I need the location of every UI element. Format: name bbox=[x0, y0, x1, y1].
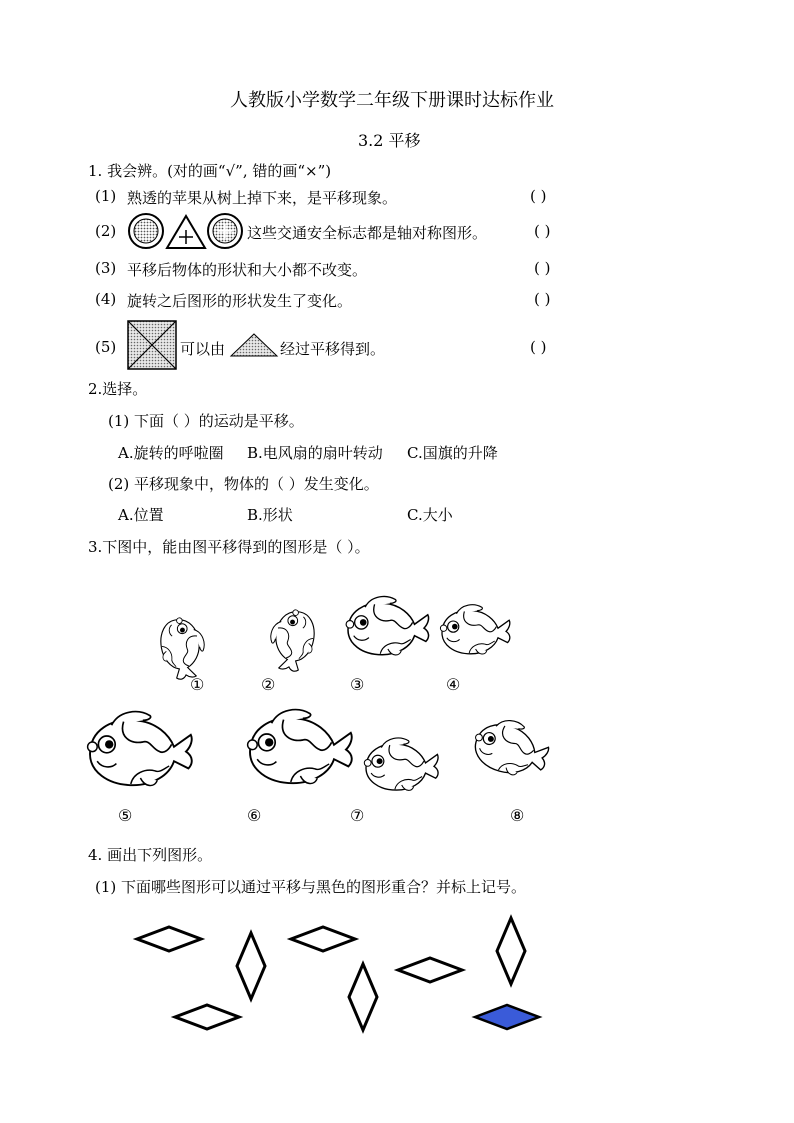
diamond-shape-7 bbox=[175, 1005, 239, 1029]
diamond-shape-2 bbox=[237, 933, 265, 999]
q1-item-5-text-a: 可以由 bbox=[180, 340, 226, 358]
q1-item-2-answer-paren[interactable]: ( ) bbox=[534, 222, 551, 240]
diamond-shape-3 bbox=[291, 927, 355, 951]
q1-item-1-answer-paren[interactable]: ( ) bbox=[530, 187, 547, 205]
q2-sub2-option-b[interactable]: B.形状 bbox=[247, 506, 293, 524]
fish-label-5: ⑤ bbox=[118, 806, 133, 825]
q1-item-4-num: (4) bbox=[95, 290, 117, 308]
q2-sub2-option-a[interactable]: A.位置 bbox=[118, 506, 164, 524]
fish-label-1: ① bbox=[190, 675, 205, 694]
fish-label-2: ② bbox=[261, 675, 276, 694]
q3-heading: 3.下图中，能由图平移得到的图形是（ ）。 bbox=[88, 538, 370, 556]
q1-item-3-answer-paren[interactable]: ( ) bbox=[534, 259, 551, 277]
diamond-shape-highlighted bbox=[475, 1005, 539, 1029]
diamond-shape-4 bbox=[497, 918, 525, 984]
q4-sub1: (1) 下面哪些图形可以通过平移与黑色的图形重合？并标上记号。 bbox=[95, 878, 527, 896]
q1-item-5-answer-paren[interactable]: ( ) bbox=[530, 338, 547, 356]
q1-item-1-text: 熟透的苹果从树上掉下来，是平移现象。 bbox=[127, 189, 398, 207]
q1-item-4-answer-paren[interactable]: ( ) bbox=[534, 290, 551, 308]
q4-heading: 4. 画出下列图形。 bbox=[88, 846, 213, 864]
fish-label-8: ⑧ bbox=[510, 806, 525, 825]
q2-sub1: (1) 下面（ ）的运动是平移。 bbox=[108, 412, 304, 430]
q1-item-5-num: (5) bbox=[95, 338, 117, 356]
q1-heading: 1. 我会辨。(对的画“√”, 错的画“×”) bbox=[88, 162, 332, 180]
q1-item-4-text: 旋转之后图形的形状发生了变化。 bbox=[127, 292, 353, 310]
q2-sub1-option-a[interactable]: A.旋转的呼啦圈 bbox=[118, 444, 224, 462]
q2-sub1-option-b[interactable]: B.电风扇的扇叶转动 bbox=[247, 444, 383, 462]
q2-heading: 2.选择。 bbox=[88, 380, 148, 398]
q1-item-2-text: 这些交通安全标志都是轴对称图形。 bbox=[247, 224, 488, 242]
q1-item-5-text-b: 经过平移得到。 bbox=[280, 340, 386, 358]
q1-item-3-text: 平移后物体的形状和大小都不改变。 bbox=[127, 261, 368, 279]
q2-sub2-option-c[interactable]: C.大小 bbox=[407, 506, 453, 524]
fish-label-6: ⑥ bbox=[247, 806, 262, 825]
worksheet-title: 人教版小学数学二年级下册课时达标作业 bbox=[230, 90, 554, 111]
diamond-shape-5 bbox=[398, 958, 462, 982]
fish-label-4: ④ bbox=[446, 675, 461, 694]
q2-sub2: (2) 平移现象中，物体的（ ）发生变化。 bbox=[108, 475, 379, 493]
diamond-shape-6 bbox=[349, 964, 377, 1030]
fish-label-7: ⑦ bbox=[350, 806, 365, 825]
fish-label-3: ③ bbox=[350, 675, 365, 694]
diamond-shape-1 bbox=[137, 927, 201, 951]
q2-sub1-option-c[interactable]: C.国旗的升降 bbox=[407, 444, 498, 462]
q1-item-3-num: (3) bbox=[95, 259, 117, 277]
lesson-subtitle: 3.2 平移 bbox=[358, 131, 421, 150]
q1-item-1-num: (1) bbox=[95, 187, 117, 205]
q1-item-2-num: (2) bbox=[95, 222, 117, 240]
